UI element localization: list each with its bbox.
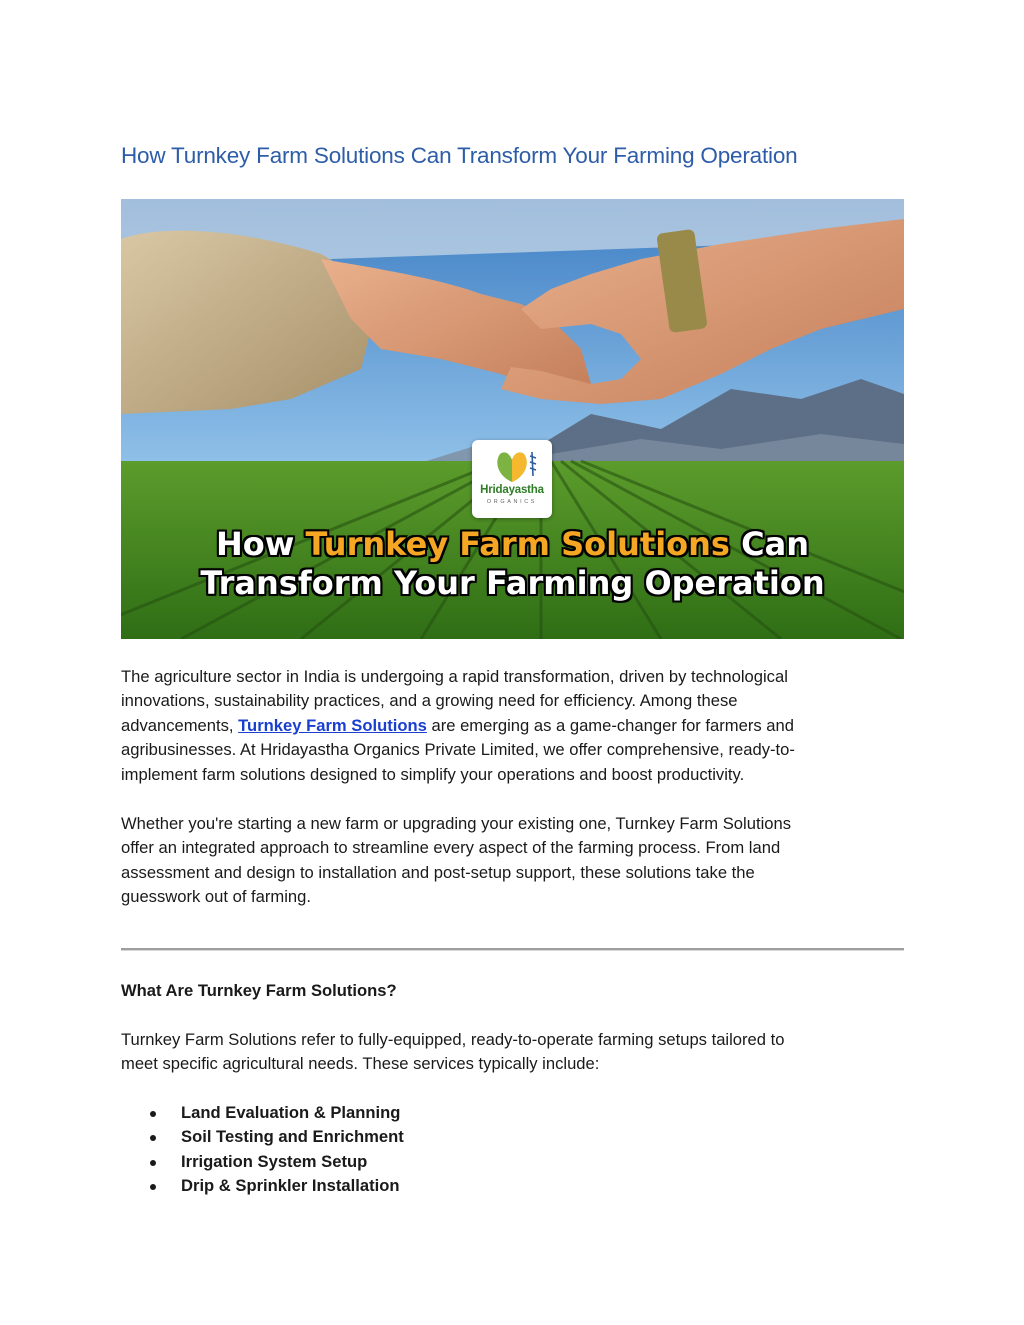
logo-subtitle: ORGANICS: [486, 499, 538, 505]
brand-logo: [472, 440, 552, 518]
bullet-icon: [150, 1111, 156, 1117]
list-item: Land Evaluation & Planning: [121, 1101, 404, 1125]
services-list: [121, 1101, 404, 1199]
list-item: Irrigation System Setup: [121, 1150, 404, 1174]
bullet-icon: [150, 1160, 156, 1166]
horizontal-divider: [121, 948, 904, 951]
logo-wordmark: Hridayastha: [480, 484, 544, 496]
hero-headline-line-2: Transform Your Farming Operation: [200, 564, 825, 602]
page-title: How Turnkey Farm Solutions Can Transform Your Farming Operation: [121, 143, 798, 168]
turnkey-farm-solutions-link[interactable]: Turnkey Farm Solutions: [238, 715, 427, 735]
hero-headline-line-1: How Turnkey Farm Solutions Can: [216, 525, 809, 563]
section-heading: What Are Turnkey Farm Solutions?: [121, 981, 397, 1000]
second-paragraph: Whether you're starting a new farm or upgrading your existing one, Turnkey Farm Solutions offer an integrated approach to streamline every aspect of the farming process. From land assessment and design to installation and post-setup support, these solutions take the guesswork out of farming.: [121, 814, 792, 907]
bullet-icon: [150, 1184, 156, 1190]
list-item: Drip & Sprinkler Installation: [121, 1174, 404, 1198]
bullet-icon: [150, 1135, 156, 1141]
leaf-icon: [472, 440, 552, 486]
intro-paragraph: The agriculture sector in India is undergoing a rapid transformation, driven by technological innovations, sustainability practices, and a growing need for efficiency. Among these advancements, Turnkey Farm Solutions are emerging as a game-changer for farmers and agribusinesses. At Hridayastha Organics Private Limited, we offer comprehensive, ready-to- implement farm solutions designed to simplify your operations and boost productivity.: [121, 667, 795, 784]
list-item: Soil Testing and Enrichment: [121, 1125, 404, 1149]
section-paragraph: Turnkey Farm Solutions refer to fully-equipped, ready-to-operate farming setups tailored to meet specific agricultural needs. These services typically include:: [121, 1030, 785, 1074]
hero-banner-image: [121, 199, 904, 639]
